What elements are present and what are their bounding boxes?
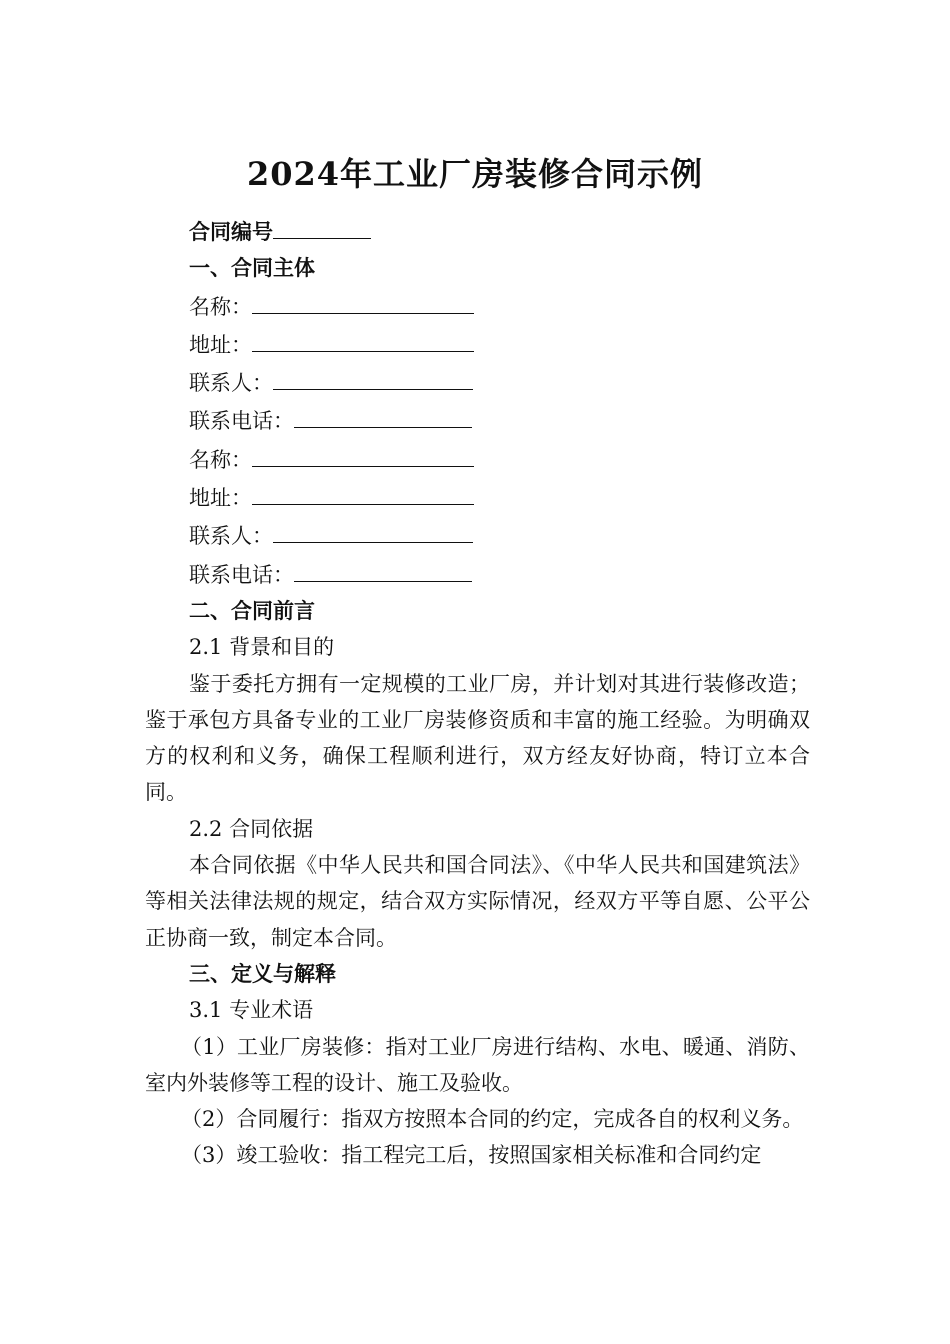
section3-heading: 三、定义与解释 [189,960,336,986]
document-body [145,212,810,1174]
party-b-name-blank [252,440,474,467]
party-a-address-label: 地址： [189,332,252,357]
section2-sub2-paragraph: 本合同依据《中华人民共和国合同法》、《中华人民共和国建筑法》等相关法律法规的规定，结合双方实际情况，经双方平等自愿、公平公正协商一致，制定本合同。 [145,853,810,950]
section2-sub1-paragraph: 鉴于委托方拥有一定规模的工业厂房，并计划对其进行装修改造；鉴于承包方具备专业的工业厂房装修资质和丰富的施工经验。为明确双方的权利和义务，确保工程顺利进行，双方经友好协商，特订立本合同。 [145,671,810,805]
party-b-contact-blank [273,516,473,543]
party-a-address-line [145,325,810,363]
party-a-phone-line [145,401,810,439]
party-a-phone-label: 联系电话： [189,409,294,434]
contract-number-label: 合同编号 [189,219,273,244]
party-a-contact-line [145,363,810,401]
party-b-contact-line [145,516,810,554]
contract-number-line [145,212,810,250]
section3-sub1-title: 3.1 专业术语 [189,998,314,1023]
party-b-address-blank [252,478,474,505]
party-a-name-blank [252,287,474,314]
party-b-address-line [145,478,810,516]
party-b-address-label: 地址： [189,486,252,511]
party-a-contact-label: 联系人： [189,371,273,396]
party-b-phone-label: 联系电话： [189,562,294,587]
party-a-contact-blank [273,363,473,390]
party-b-name-label: 名称： [189,447,252,472]
document-title: 2024年工业厂房装修合同示例 [246,155,704,193]
party-a-name-line [145,287,810,325]
section3-item3: （3）竣工验收：指工程完工后，按照国家相关标准和合同约定 [181,1143,762,1168]
party-a-address-blank [252,325,474,352]
party-b-phone-blank [294,555,472,582]
party-b-contact-label: 联系人： [189,524,273,549]
party-b-name-line [145,440,810,478]
section1-heading: 一、合同主体 [189,255,315,281]
section2-heading: 二、合同前言 [189,597,315,623]
section2-sub1-title: 2.1 背景和目的 [189,635,335,660]
party-a-name-label: 名称： [189,294,252,319]
party-b-phone-line [145,555,810,593]
party-a-phone-blank [294,401,472,428]
contract-number-blank [273,212,371,239]
section2-sub2-title: 2.2 合同依据 [189,816,314,841]
section3-item1: （1）工业厂房装修：指对工业厂房进行结构、水电、暖通、消防、室内外装修等工程的设计、施工及验收。 [145,1034,810,1095]
section3-item2: （2）合同履行：指双方按照本合同的约定，完成各自的权利义务。 [181,1107,804,1132]
